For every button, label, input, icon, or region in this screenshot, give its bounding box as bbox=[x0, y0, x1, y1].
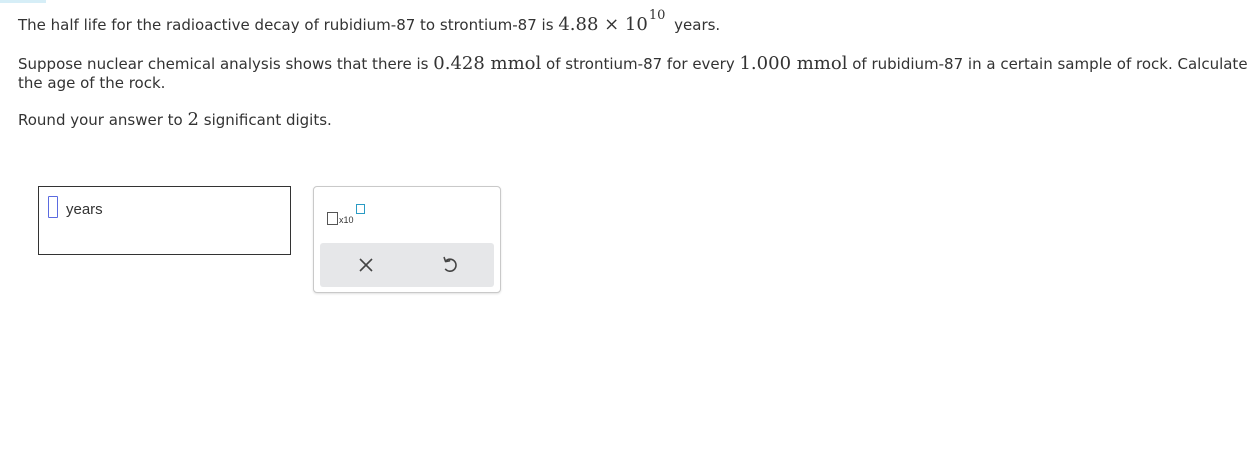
close-icon bbox=[354, 253, 378, 277]
undo-icon bbox=[438, 253, 462, 277]
clear-button[interactable] bbox=[354, 253, 378, 277]
analysis-text-b: of strontium-87 for every bbox=[546, 55, 735, 73]
analysis-text-c: of rubidium-87 in a certain sample of rock. Calculate bbox=[852, 55, 1248, 73]
rounding-text-a: Round your answer to bbox=[18, 111, 183, 129]
analysis-text-a: Suppose nuclear chemical analysis shows that there is bbox=[18, 55, 429, 73]
scientific-notation-button[interactable] bbox=[327, 204, 369, 230]
strontium-amount: 0.428 mmol bbox=[433, 53, 542, 74]
exponent-box-icon bbox=[356, 204, 365, 214]
problem-line-analysis bbox=[18, 53, 1248, 74]
half-life-text: The half life for the radioactive decay of rubidium-87 to strontium-87 is bbox=[18, 16, 554, 34]
problem-line-half-life bbox=[18, 8, 721, 35]
answer-unit: years bbox=[66, 201, 103, 218]
answer-box bbox=[38, 186, 291, 255]
answer-input[interactable] bbox=[48, 196, 58, 218]
problem-line-age bbox=[18, 74, 165, 92]
half-life-value bbox=[558, 8, 666, 35]
age-text: the age of the rock. bbox=[18, 74, 166, 92]
math-tool-panel bbox=[313, 186, 501, 293]
half-life-mantissa: 4.88 × 10 bbox=[558, 14, 648, 35]
scientific-notation-icon bbox=[327, 212, 338, 225]
scientific-notation-label: x10 bbox=[339, 215, 354, 225]
half-life-unit: years. bbox=[674, 16, 721, 34]
half-life-exponent: 10 bbox=[648, 8, 666, 23]
problem-line-rounding bbox=[18, 109, 332, 130]
sig-digits-value: 2 bbox=[187, 109, 199, 130]
undo-button[interactable] bbox=[438, 253, 462, 277]
top-accent-bar bbox=[0, 0, 46, 3]
rounding-text-b: significant digits. bbox=[203, 111, 332, 129]
rubidium-amount: 1.000 mmol bbox=[739, 53, 848, 74]
tool-footer bbox=[320, 243, 494, 287]
